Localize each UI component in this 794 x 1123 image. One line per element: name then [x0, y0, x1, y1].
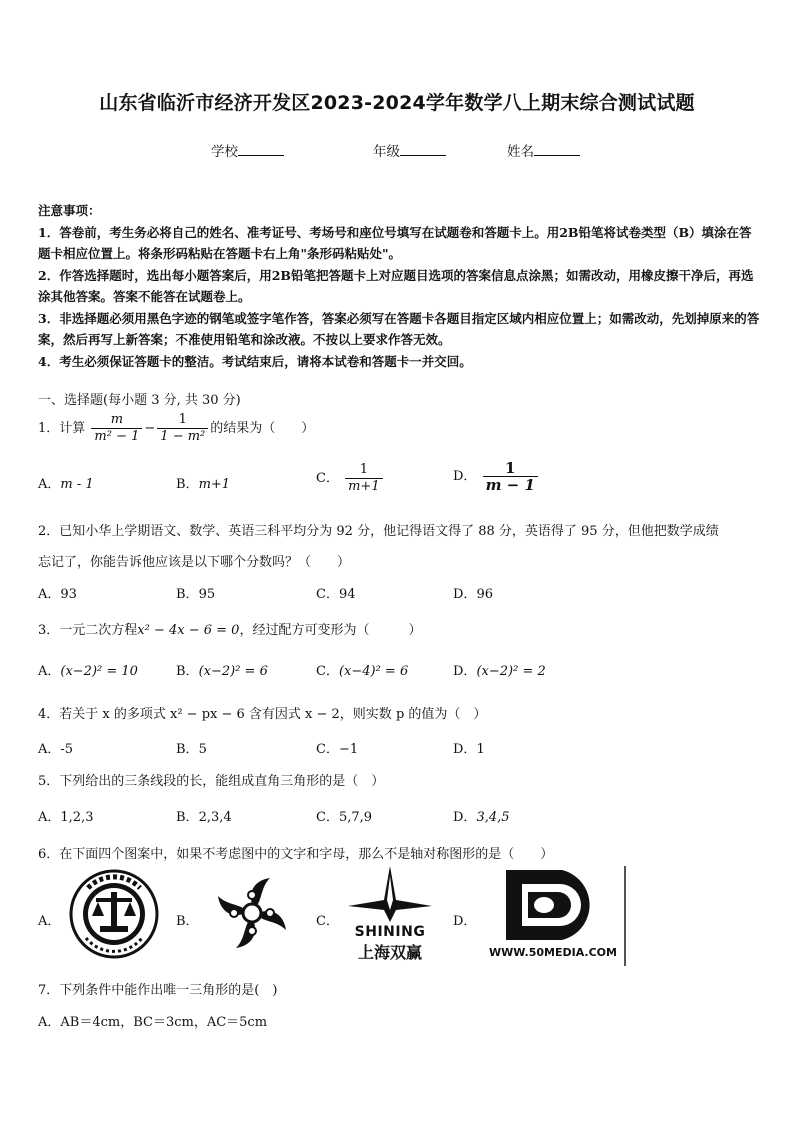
school-field — [211, 140, 284, 160]
option-label: C． — [316, 471, 339, 486]
q5-option-d — [453, 806, 510, 825]
option-label: A． — [38, 477, 61, 492]
50media-logo — [484, 866, 626, 966]
q3-option-a — [38, 660, 138, 679]
q1-frac2-den: 1 − m² — [157, 428, 208, 445]
q5-option-a — [38, 806, 93, 825]
question-1 — [38, 412, 314, 445]
option-text: 1,2,3 — [60, 810, 94, 825]
q4-option-b — [176, 738, 207, 757]
section-title: 一、选择题(每小题 3 分, 共 30 分) — [38, 393, 241, 408]
q2-line-1: 2．已知小华上学期语文、数学、英语三科平均分为 92 分，他记得语文得了 88 分，英语得了 95 分，但他把数学成绩 — [38, 524, 719, 539]
q1-frac1-num: m — [110, 412, 124, 427]
q3-equation: x² − 4x − 6 = 0 — [137, 623, 240, 638]
option-label: C． — [316, 664, 339, 679]
concentric-d-icon — [502, 868, 606, 942]
name-blank — [534, 143, 580, 156]
name-label: 姓名 — [507, 144, 534, 160]
q6-option-b-label: B． — [176, 914, 199, 929]
frac-den: m − 1 — [483, 476, 538, 493]
option-label: B． — [176, 742, 199, 757]
notes-block — [38, 200, 760, 372]
lawyers-association-emblem — [68, 868, 160, 960]
option-label: A． — [38, 587, 61, 602]
option-label: C． — [316, 810, 339, 825]
option-label: D． — [453, 587, 477, 602]
question-3 — [38, 619, 421, 638]
50media-url-text: WWW.50MEDIA.COM — [489, 946, 617, 959]
shining-logo — [348, 866, 432, 962]
q1-fraction-1 — [91, 412, 142, 445]
option-text: m+1 — [198, 477, 231, 492]
option-label: A． — [38, 810, 61, 825]
q2-option-b — [176, 583, 215, 602]
option-label: A． — [38, 664, 61, 679]
frac-num: 1 — [505, 459, 516, 477]
school-label: 学校 — [211, 144, 238, 160]
option-text: m - 1 — [60, 477, 94, 492]
q3-option-c — [316, 660, 408, 679]
option-text: 2,3,4 — [198, 810, 232, 825]
q3-text-a: 3．一元二次方程 — [38, 623, 138, 638]
q5-option-b — [176, 806, 232, 825]
frac-num: 1 — [359, 462, 368, 477]
option-label: D． — [453, 664, 477, 679]
q1-option-d — [453, 460, 540, 493]
q1-fraction-2 — [157, 412, 208, 445]
question-4: 4．若关于 x 的多项式 x² − px − 6 含有因式 x − 2，则实数 p 的值为（ ） — [38, 707, 487, 722]
q4-option-d — [453, 738, 485, 757]
q6-option-a-label: A． — [38, 914, 61, 929]
option-text: (x−2)² = 2 — [476, 664, 546, 679]
shining-text: SHINING — [354, 924, 426, 940]
question-5: 5．下列给出的三条线段的长，能组成直角三角形的是（ ） — [38, 774, 385, 789]
grade-field — [373, 140, 446, 160]
notes-heading: 注意事项： — [38, 203, 101, 218]
option-text: -5 — [60, 742, 74, 757]
note-item-4: 4．考生必须保证答题卡的整洁。考试结束后，请将本试卷和答题卡一并交回。 — [38, 353, 472, 369]
q3-option-d — [453, 660, 546, 679]
option-label: D． — [453, 469, 477, 484]
option-label: B． — [176, 587, 199, 602]
q1-option-c — [316, 462, 385, 495]
q6-option-c-label: C． — [316, 914, 339, 929]
question-6: 6．在下面四个图案中，如果不考虑图中的文字和字母，那么不是轴对称图形的是（ ） — [38, 847, 554, 862]
q1-option-d-fraction — [483, 460, 538, 493]
option-text: 95 — [198, 587, 216, 602]
option-text: −1 — [338, 742, 359, 757]
option-text: 1 — [476, 742, 485, 757]
grade-label: 年级 — [373, 144, 400, 160]
note-item-3: 3．非选择题必须用黑色字迹的钢笔或签字笔作答，答案必须写在答题卡各题目指定区域内相应位置上；如需改动，先划掉原来的答案，然后再写上新答案；不准使用铅笔和涂改液。不按以上要求作答无效。 — [38, 310, 760, 347]
q5-option-c — [316, 806, 372, 825]
option-label: A． — [38, 742, 61, 757]
q1-frac2-num: 1 — [178, 412, 187, 427]
shanghai-shuangying-text: 上海双赢 — [357, 943, 422, 962]
q2-option-c — [316, 583, 356, 602]
option-text: 3,4,5 — [476, 810, 510, 825]
option-label: D． — [453, 810, 477, 825]
option-label: B． — [176, 477, 199, 492]
q1-option-c-fraction — [345, 462, 383, 495]
q3-text-b: ，经过配方可变形为（ ） — [239, 623, 422, 638]
option-text: 96 — [476, 587, 493, 602]
option-text: (x−2)² = 10 — [60, 664, 138, 679]
q2-line-2: 忘记了，你能告诉他应该是以下哪个分数吗？（ ） — [38, 555, 351, 570]
q1-option-b — [176, 473, 230, 492]
option-label: B． — [176, 810, 199, 825]
q7-option-a: A．AB＝4cm，BC＝3cm，AC＝5cm — [38, 1015, 268, 1030]
q1-option-a — [38, 473, 94, 492]
page-title: 山东省临沂市经济开发区2023-2024学年数学八上期末综合测试试题 — [99, 92, 695, 114]
note-item-1: 1．答卷前，考生务必将自己的姓名、准考证号、考场号和座位号填写在试题卷和答题卡上。用2B铅笔将试卷类型（B）填涂在答题卡相应位置上。将条形码粘贴在答题卡右上角"条形码粘贴处"。 — [38, 224, 752, 261]
star-mark-icon — [348, 866, 432, 922]
q4-option-c — [316, 738, 358, 757]
option-label: D． — [453, 742, 477, 757]
option-text: (x−2)² = 6 — [198, 664, 268, 679]
question-7: 7．下列条件中能作出唯一三角形的是( ) — [38, 983, 278, 998]
option-text: 93 — [60, 587, 77, 602]
q1-suffix: 的结果为（ ） — [210, 421, 315, 436]
q6-option-d-label: D． — [453, 914, 477, 929]
grade-blank — [400, 143, 446, 156]
q2-option-a — [38, 583, 77, 602]
frac-den: m+1 — [345, 478, 383, 495]
q3-option-b — [176, 660, 268, 679]
school-blank — [238, 143, 284, 156]
q2-option-d — [453, 583, 493, 602]
option-label: C． — [316, 742, 339, 757]
option-label: C． — [316, 587, 339, 602]
q4-option-a — [38, 738, 73, 757]
name-field — [507, 140, 580, 160]
q1-minus: − — [144, 421, 156, 436]
q1-prefix: 1．计算 — [38, 421, 86, 436]
option-text: (x−4)² = 6 — [338, 664, 409, 679]
q1-frac1-den: m² − 1 — [91, 428, 142, 445]
option-text: 5,7,9 — [338, 810, 373, 825]
option-label: B． — [176, 664, 199, 679]
option-text: 5 — [198, 742, 207, 757]
option-text: 94 — [338, 587, 356, 602]
swirl-pinwheel-icon — [212, 872, 292, 954]
note-item-2: 2．作答选择题时，选出每小题答案后，用2B铅笔把答题卡上对应题目选项的答案信息点涂黑；如需改动，用橡皮擦干净后，再选涂其他答案。答案不能答在试题卷上。 — [38, 267, 754, 304]
